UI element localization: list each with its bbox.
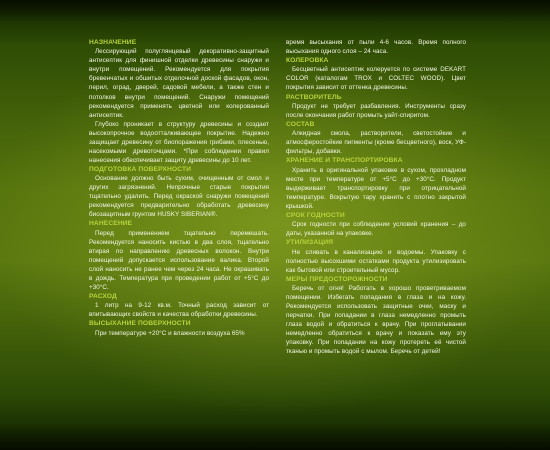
drying-text: При температуре +20°С и влажности воздуха 65% — [95, 329, 245, 337]
consumption-heading: РАСХОД — [89, 293, 117, 301]
application-heading: НАНЕСЕНИЕ — [89, 220, 133, 228]
drying-continued-text: время высыхания от пыли 4-6 часов. Время полного высыхания одного слоя – 24 часа. — [286, 39, 466, 56]
tinting-heading: КОЛЕРОВКА — [286, 57, 329, 65]
composition-text: Алкидная смола, растворители, светостойкие и атмосферостойкие пигменты (кроме бесцветного), воск, УФ-фильтры, добавки. — [286, 130, 466, 156]
thinner-heading: РАСТВОРИТЕЛЬ — [286, 93, 342, 101]
left-text-column — [89, 38, 269, 442]
drying-heading: ВЫСЫХАНИЕ ПОВЕРХНОСТИ — [89, 320, 191, 328]
storage-text: Хранить в оригинальной упаковке в сухом, прохладном месте при температуре от +5°С до +30°С. Продукт выдерживает транспортировку при отрицательной температуре. Вскрытую тару хранить с плотно закрытой крышкой. — [286, 166, 466, 210]
precautions-text: Беречь от огня! Работать в хорошо проветриваемом помещении. Избегать попадания в глаза и на кожу. Рекомендуется использовать защитные очки, маску и перчатки. При попадании в глаза немедленно промыть глаза водой и обратиться к врачу. При проглатывании немедленно обратиться к врачу и показать ему эту упаковку. При попадании на кожу протереть её чистой тканью и промыть водой с мылом. Беречь от детей! — [286, 285, 466, 356]
purpose-heading: НАЗНАЧЕНИЕ — [89, 39, 137, 46]
precautions-heading: МЕРЫ ПРЕДОСТОРОЖНОСТИ — [286, 275, 388, 283]
disposal-text: Не сливать в канализацию и водоемы. Упаковку с полностью высохшими остатками продукта утилизировать как бытовой или строительный мусор. — [286, 248, 466, 274]
tinting-text: Бесцветный антисептик колеруется по системе DEKART COLOR (каталогам TROX и COLTEC WOOD). Цвет покрытия зависит от оттенка древесины. — [286, 66, 466, 92]
preparation-text: Основание должно быть сухим, очищенным от смол и других загрязнений. Непрочные старые покрытия тщательно удалить. Перед окраской снаружи помещений рекомендуется предварительно обработать древесину биозащитным грунтом HUSKY SIBERIAN®. — [89, 175, 269, 219]
storage-heading: ХРАНЕНИЕ И ТРАНСПОРТИРОВКА — [286, 157, 403, 165]
right-text-column — [286, 38, 466, 442]
shelf-life-heading: СРОК ГОДНОСТИ — [286, 211, 345, 219]
thinner-text: Продукт не требует разбавления. Инструменты сразу после окончания работ промыть уайт-спиритом. — [286, 102, 466, 119]
preparation-heading: ПОДГОТОВКА ПОВЕРХНОСТИ — [89, 165, 192, 173]
composition-heading: СОСТАВ — [286, 120, 315, 128]
disposal-heading: УТИЛИЗАЦИЯ — [286, 239, 334, 247]
shelf-life-text: Срок годности при соблюдении условий хранения – до даты, указанной на упаковке. — [286, 221, 466, 238]
purpose-paragraph-2: Глубоко проникает в структуру древесины и создает высокопрочное водоотталкивающее покрытие. Надежно защищает древесину от биопоражения грибами, плесенью, насекомыми древоточцами. *При соблюдении правил нанесения обеспечивает защиту древесины до 10 лет. — [89, 120, 269, 164]
application-text: Перед применением тщательно перемешать. Рекомендуется наносить кистью в два слоя, тщательно втирая по направлению древесных волокон. Внутри помещений допускается использование валика. Второй слой наносить не ранее чем через 24 часа. Не окрашивать в дождь. Температура при проведении работ от +5°С до +30°С. — [89, 229, 269, 292]
purpose-paragraph-1: Лессирующий полуглянцевый декоративно-защитный антисептик для финишной отделки древесины снаружи и внутри помещений. Рекомендуется для покрытия бревенчатых и обшитых отделочной доской фасадов, окон, перил, оград, дверей, садовой мебели, а также стен и потолков внутри помещений. Снаружи помещений рекомендуется применять цветной или колерованный антисептик. — [89, 48, 269, 119]
consumption-text: 1 литр на 9-12 кв.м. Точный расход зависит от впитывающих свойств и качества обработки древесины. — [89, 302, 269, 319]
